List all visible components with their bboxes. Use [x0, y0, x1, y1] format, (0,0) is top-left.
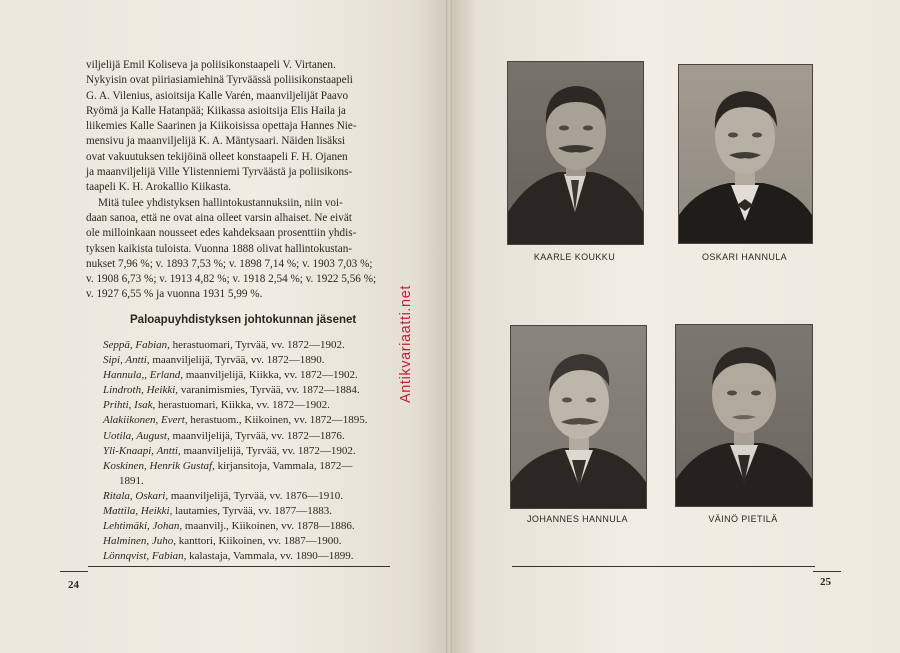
footer-rule: [512, 566, 815, 567]
member-details: maanviljelijä, Tyrvää, vv. 1876—1910.: [168, 489, 343, 502]
member-name: Koskinen, Henrik Gustaf,: [103, 459, 215, 472]
list-item: [103, 444, 393, 459]
member-details: kirjansitoja, Vammala, 1872—: [214, 459, 353, 472]
member-name: Alakiikonen, Evert,: [103, 414, 188, 427]
member-name: Mattila, Heikki,: [103, 505, 173, 518]
member-name: Hannula,, Erland,: [103, 369, 184, 382]
member-name: Lönnqvist, Fabian,: [103, 550, 187, 563]
text-line: viljelijä Emil Koliseva ja poliisikonstaapeli V. Virtanen.: [86, 59, 336, 71]
member-details: varanimismies, Tyrvää, vv. 1872—1884.: [178, 384, 360, 397]
portrait-figure: [679, 65, 812, 243]
body-text: [86, 58, 390, 303]
member-details: maanviljelijä, Tyrvää, vv. 1872—1902.: [180, 444, 356, 457]
text-line: G. A. Vilenius, asioitsija Kalle Varén, maanviljelijät Paavo: [86, 89, 349, 102]
page-number-rule: [60, 571, 88, 572]
page-number-rule: [813, 571, 841, 572]
list-item: [103, 549, 393, 564]
text-line: ovat vakuutuksen tekijöinä olleet konstaapeli F. H. Ojanen: [86, 150, 348, 163]
member-details: 1891.: [119, 474, 144, 487]
text-line: v. 1927 6,55 % ja vuonna 1931 5,99 %.: [86, 288, 263, 301]
list-item: [103, 368, 393, 383]
right-page: [450, 0, 900, 653]
text-line: Ryömä ja Kalle Hatanpää; Kiikassa asioitsija Elis Haila ja: [86, 104, 346, 117]
portrait-caption-2: OSKARI HANNULA: [701, 252, 788, 262]
text-line: nukset 7,96 %; v. 1893 7,53 %; v. 1898 7,14 %; v. 1903 7,03 %;: [86, 257, 373, 270]
member-details: kanttori, Kiikoinen, vv. 1887—1900.: [176, 535, 342, 548]
member-details: herastuomari, Tyrvää, vv. 1872—1902.: [169, 339, 345, 351]
text-line: ole milloinkaan nousseet edes kahdeksaan prosenttiin yhdis-: [86, 227, 357, 240]
portrait-figure: [676, 325, 812, 506]
text-line: tyksen kaikista tuloista. Vuonna 1888 olivat hallintokustan-: [86, 242, 353, 255]
member-details: maanvilj., Kiikoinen, vv. 1878—1886.: [182, 520, 355, 533]
member-name: Ritala, Oskari,: [103, 489, 169, 502]
text-line: Mitä tulee yhdistyksen hallintokustannuksiin, niin voi-: [98, 196, 343, 209]
member-name: Prihti, Isak,: [103, 399, 156, 412]
member-details: maanviljelijä, Tyrvää, vv. 1872—1876.: [169, 429, 345, 442]
paragraph-2: [86, 196, 390, 303]
text-line: v. 1908 6,73 %; v. 1913 4,82 %; v. 1918 2,54 %; v. 1922 5,56 %;: [86, 273, 377, 286]
portrait-caption-3: JOHANNES HANNULA: [527, 514, 628, 524]
portrait-figure: [511, 326, 646, 508]
portrait-photo-1: [507, 61, 644, 245]
watermark-text: Antikvariaatti.net: [398, 285, 414, 403]
member-details: maanviljelijä, Kiikka, vv. 1872—1902.: [183, 369, 358, 382]
text-line: taapeli K. H. Arokallio Kiikasta.: [86, 181, 232, 194]
member-name: Lehtimäki, Johan,: [103, 520, 183, 533]
text-line: daan sanoa, että ne ovat aina olleet varsin alhaiset. Ne eivät: [86, 211, 352, 224]
list-item: [103, 398, 393, 413]
member-details: lautamies, Tyrvää, vv. 1877—1883.: [172, 505, 332, 518]
portrait-photo-2: [678, 64, 813, 244]
portrait-caption-1: KAARLE KOUKKU: [533, 252, 616, 262]
list-item: [103, 534, 393, 549]
text-line: ja maanviljelijä Ville Ylistenniemi Tyrväästä ja poliisikons-: [86, 166, 353, 179]
list-item: [103, 338, 393, 353]
text-line: Nykyisin ovat piiriasiamiehinä Tyrväässä poliisikonstaapeli: [86, 74, 353, 87]
section-title: Paloapuyhdistyksen johtokunnan jäsenet: [130, 314, 357, 326]
page-number-left: 24: [68, 579, 79, 591]
member-details: kalastaja, Vammala, vv. 1890—1899.: [186, 550, 354, 563]
text-line: liikemies Kalle Saarinen ja Kiikoisissa opettaja Hannes Nie-: [86, 120, 357, 133]
list-item: [103, 429, 393, 444]
member-name: Lindroth, Heikki,: [103, 384, 179, 397]
paragraph-1: [86, 58, 390, 196]
watermark: [392, 245, 420, 405]
member-name: Halminen, Juho,: [103, 535, 177, 548]
footer-rule: [88, 566, 390, 567]
member-details: maanviljelijä, Tyrvää, vv. 1872—1890.: [149, 354, 325, 367]
member-name: Yli-Knaapi, Antti,: [103, 444, 181, 457]
member-name: Seppä, Fabian,: [103, 339, 170, 351]
portrait-figure: [508, 62, 643, 244]
member-details: herastuom., Kiikoinen, vv. 1872—1895.: [187, 414, 368, 427]
page-number-right: 25: [820, 576, 831, 588]
list-item: [103, 459, 393, 474]
member-name: Uotila, August,: [103, 429, 170, 442]
text-line: mensivu ja maanviljelijä K. A. Mäntysaari. Näiden lisäksi: [86, 135, 346, 148]
list-item: [103, 413, 393, 428]
book-spine: [446, 0, 452, 653]
portrait-photo-3: [510, 325, 647, 509]
list-item: [103, 519, 393, 534]
list-item: [103, 504, 393, 519]
members-list: [103, 338, 393, 564]
member-details: herastuomari, Kiikka, vv. 1872—1902.: [155, 399, 330, 412]
list-item: [103, 383, 393, 398]
list-item: [103, 489, 393, 504]
member-name: Sipi, Antti,: [103, 354, 150, 367]
list-item: [103, 353, 393, 368]
portrait-caption-4: VÄINÖ PIETILÄ: [708, 514, 778, 524]
list-item-continuation: [103, 474, 393, 489]
portrait-photo-4: [675, 324, 813, 507]
